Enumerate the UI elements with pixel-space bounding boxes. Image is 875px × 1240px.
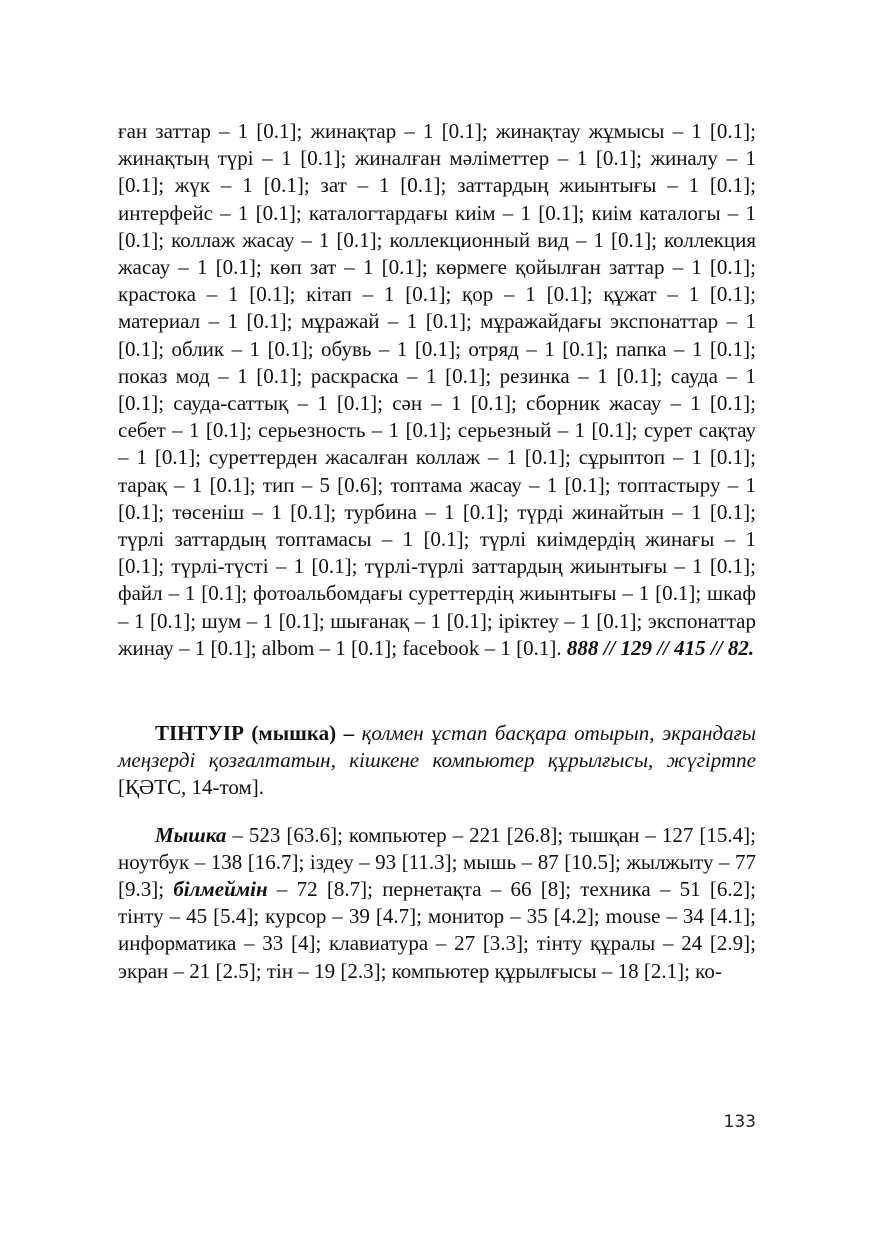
association-list-text: ған заттар – 1 [0.1]; жинақтар – 1 [0.1]; жинақтау жұмысы – 1 [0.1]; жинақтың түрі – 1 [0.1]; жиналған мәліметтер – 1 [0.1]; жиналу – 1 [0.1]; жүк – 1 [0.1]; зат – 1 [0.1]; заттардың жиынтығы – 1 [0.1]; интерфейс – 1 [0.1]; каталогтардағы киім – 1 [0.1]; киім каталогы – 1 [0.1]; коллаж жасау – 1 [0.1]; коллекционный вид – 1 [0.1]; коллекция жасау – 1 [0.1]; көп зат – 1 [0.1]; көрмеге қойылған заттар – 1 [0.1]; крастока – 1 [0.1]; кітап – 1 [0.1]; қор – 1 [0.1]; құжат – 1 [0.1]; материал – 1 [0.1]; мұражай – 1 [0.1]; мұражайдағы экспонаттар – 1 [0.1]; облик – 1 [0.1]; обувь – 1 [0.1]; отряд – 1 [0.1]; папка – 1 [0.1]; показ мод – 1 [0.1]; раскраска – 1 [0.1]; резинка – 1 [0.1]; сауда – 1 [0.1]; сауда-саттық – 1 [0.1]; сән – 1 [0.1]; сборник жасау – 1 [0.1]; себет – 1 [0.1]; серьезность – 1 [0.1]; серьезный – 1 [0.1]; сурет сақтау – 1 [0.1]; суреттерден жасалған коллаж – 1 [0.1]; сұрыптоп – 1 [0.1]; тарақ – 1 [0.1]; тип – 5 [0.6]; топтама жасау – 1 [0.1]; топтастыру – 1 [0.1]; төсеніш – 1 [0.1]; турбина – 1 [0.1]; түрді жинайтын – 1 [0.1]; түрлі заттардың топтамасы – 1 [0.1]; түрлі киімдердің жинағы – 1 [0.1]; түрлі-түсті – 1 [0.1]; түрлі-түрлі заттардың жиынтығы – 1 [0.1]; файл – 1 [0.1]; фотоальбомдағы суреттердің жиынтығы – 1 [0.1]; шкаф – 1 [0.1]; шум – 1 [0.1]; шығанақ – 1 [0.1]; іріктеу – 1 [0.1]; экспонаттар жинау – 1 [0.1]; albom – 1 [0.1]; facebook – 1 [0.1]. xyxy=(118,119,756,660)
association-list-part-2: – 72 [8.7]; пернетақта – 66 [8]; техника – 51 [6.2]; тінту – 45 [5.4]; курсор – 39 [4.7]; монитор – 35 [4.2]; mouse – 34 [4.1]; информатика – 33 [4]; клавиатура – 27 [3.3]; тінту құралы – 24 [2.9]; экран – 21 [2.5]; тін – 19 [2.3]; компьютер құрылғысы – 18 [2.1]; ко- xyxy=(118,877,756,983)
stimulus-word: Мышка xyxy=(155,822,227,847)
association-list-part-1: – 523 [63.6]; компьютер – 221 [26.8]; тышқан – 127 [15.4]; ноутбук – 138 [16.7]; іздеу – 93 [11.3]; мышь – 87 [10.5]; жылжыту – 77 [9.3]; xyxy=(118,822,756,902)
association-list-continued xyxy=(118,118,756,662)
response-totals: 888 // 129 // 415 // 82. xyxy=(566,635,755,660)
entry-headword: ТІНТУІР (мышка) – xyxy=(155,721,355,746)
entry-definition: қолмен ұстап басқара отырып, экрандағы меңзерді қозғалтатын, кішкене компьютер құрылғысы, жүгіртпе xyxy=(118,721,756,773)
association-list xyxy=(118,822,756,985)
dictionary-entry xyxy=(118,720,756,802)
entry-source: [ҚӘТС, 14-том]. xyxy=(118,775,265,800)
page-body xyxy=(118,118,756,985)
page-number: 133 xyxy=(723,1112,756,1132)
dont-know-response: білмеймін xyxy=(173,877,268,902)
